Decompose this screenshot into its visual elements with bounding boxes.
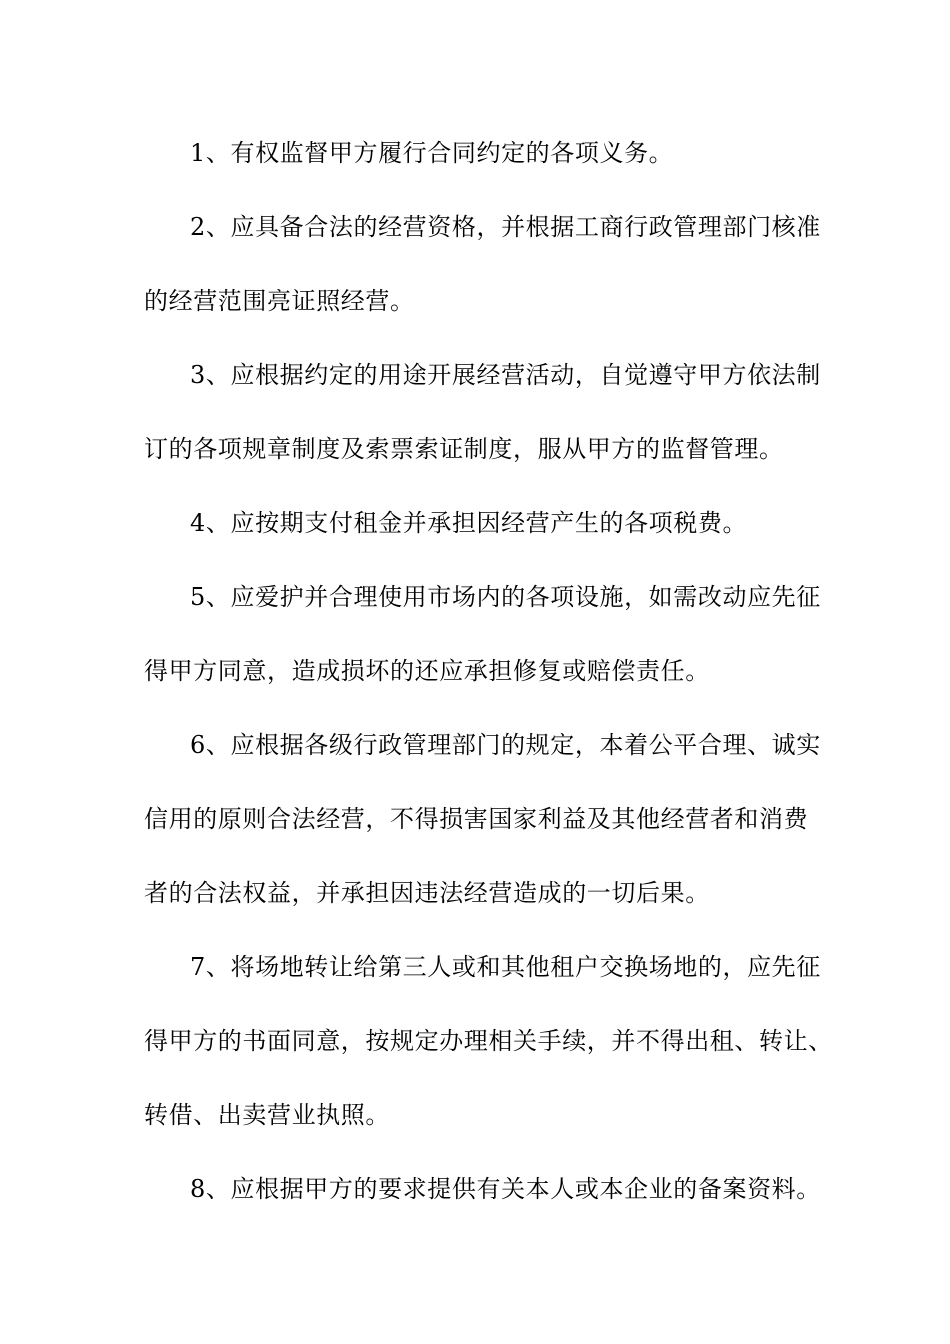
clause-8-line-1: 8、应根据甲方的要求提供有关本人或本企业的备案资料。 <box>190 1175 821 1203</box>
clause-6-line-2: 信用的原则合法经营，不得损害国家利益及其他经营者和消费 <box>144 805 809 833</box>
clause-3-line-1: 3、应根据约定的用途开展经营活动，自觉遵守甲方依法制 <box>190 361 821 389</box>
clause-3-line-2: 订的各项规章制度及索票索证制度，服从甲方的监督管理。 <box>144 435 784 463</box>
clause-7-line-3: 转借、出卖营业执照。 <box>144 1101 390 1129</box>
clause-7-line-1: 7、将场地转让给第三人或和其他租户交换场地的，应先征 <box>190 953 821 981</box>
clause-6-line-1: 6、应根据各级行政管理部门的规定，本着公平合理、诚实 <box>190 731 821 759</box>
clause-6-line-3: 者的合法权益，并承担因违法经营造成的一切后果。 <box>144 879 710 907</box>
clause-5-line-1: 5、应爱护并合理使用市场内的各项设施，如需改动应先征 <box>190 583 821 611</box>
clause-1-line-1: 1、有权监督甲方履行合同约定的各项义务。 <box>190 139 674 167</box>
clause-7-line-2: 得甲方的书面同意，按规定办理相关手续，并不得出租、转让、 <box>144 1027 833 1055</box>
document-body <box>144 116 833 1226</box>
clause-2-line-1: 2、应具备合法的经营资格，并根据工商行政管理部门核准 <box>190 213 821 241</box>
clause-5-line-2: 得甲方同意，造成损坏的还应承担修复或赔偿责任。 <box>144 657 710 685</box>
clause-4-line-1: 4、应按期支付租金并承担因经营产生的各项税费。 <box>190 509 748 537</box>
clause-2-line-2: 的经营范围亮证照经营。 <box>144 287 415 315</box>
